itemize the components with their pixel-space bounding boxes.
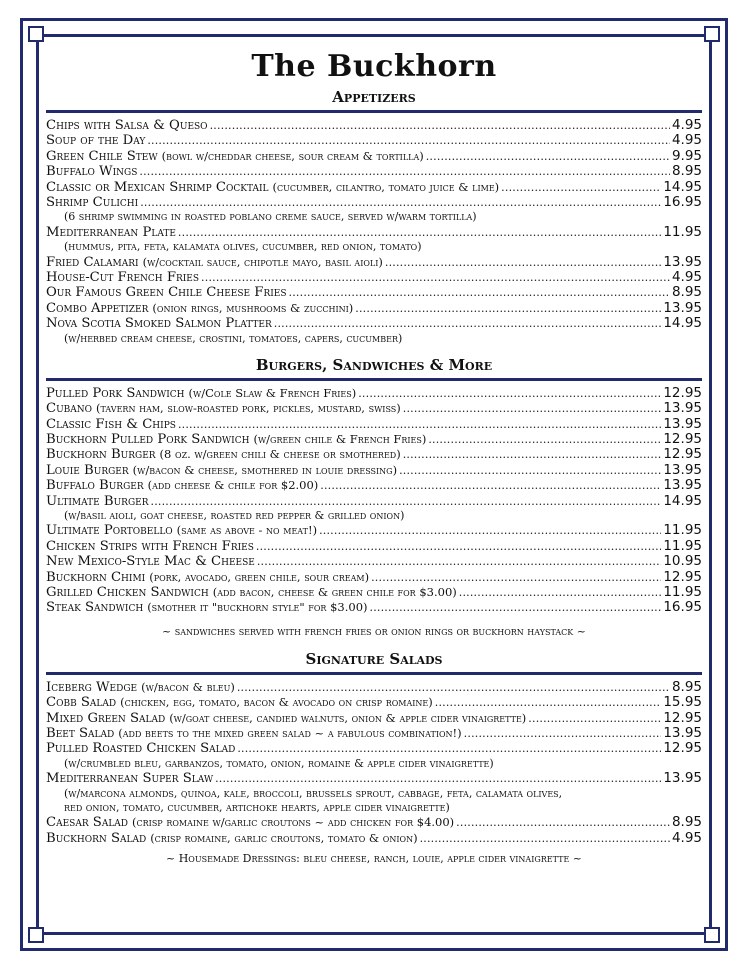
menu-item-details: (w/crumbled bleu, garbanzos, tomato, onion, romaine & apple cider vinaigrette) (64, 756, 494, 770)
menu-item (46, 771, 702, 786)
corner-ornament-top-right (704, 26, 720, 42)
menu-item-name: Pulled Pork Sandwich (46, 385, 185, 401)
menu-item (46, 255, 702, 270)
menu-item-price: 12.95 (663, 740, 702, 757)
dot-leader (215, 771, 661, 786)
menu-item-price: 11.95 (663, 537, 702, 554)
menu-item-description: (onion rings, mushrooms & zucchini) (152, 300, 354, 315)
dot-leader (370, 600, 662, 615)
menu-item (46, 726, 702, 741)
menu-item (46, 133, 702, 148)
menu-item (46, 831, 702, 846)
menu-item (46, 301, 702, 316)
burgers-list (46, 386, 702, 616)
menu-item-price: 4.95 (671, 132, 702, 149)
menu-item-price: 4.95 (671, 829, 702, 846)
menu-item-price: 14.95 (663, 178, 702, 195)
menu-item-description: (chicken, egg, tomato, bacon & avocado on crisp romaine) (120, 695, 433, 710)
menu-item-description: (bowl w/cheddar cheese, sour cream & tortilla) (161, 148, 424, 163)
menu-item (46, 118, 702, 133)
dot-leader (274, 316, 662, 331)
menu-item-description: (w/green chile & French Fries) (253, 432, 427, 447)
section-divider (46, 110, 702, 113)
dot-leader (403, 447, 662, 462)
menu-item-name: Combo Appetizer (46, 300, 149, 316)
menu-item-description: (tavern ham, slow-roasted pork, pickles, mustard, swiss) (96, 401, 401, 416)
menu-item (46, 585, 702, 600)
dot-leader (420, 831, 670, 846)
menu-item-description: (w/bacon & bleu) (141, 679, 235, 694)
dot-leader (289, 285, 670, 300)
menu-item-name: Our Famous Green Chile Cheese Fries (46, 285, 287, 301)
menu-item-details: (w/marcona almonds, quinoa, kale, broccoli, brussels sprout, cabbage, feta, calamata olives, (64, 786, 563, 800)
menu-item-name: Mediterranean Super Slaw (46, 771, 214, 787)
menu-item-price: 8.95 (671, 678, 702, 695)
salads-list (46, 680, 702, 846)
appetizers-heading: Appetizers (332, 88, 416, 106)
dot-leader (426, 149, 670, 164)
menu-item-price: 11.95 (663, 223, 702, 240)
menu-item-price: 13.95 (663, 724, 702, 741)
dot-leader (371, 570, 661, 585)
menu-item (46, 523, 702, 538)
dot-leader (501, 180, 661, 195)
menu-item-name: Steak Sandwich (46, 600, 144, 616)
menu-item-name: Cubano (46, 401, 93, 417)
menu-item-description: (w/cocktail sauce, chipotle mayo, basil aioli) (142, 254, 383, 269)
menu-item-price: 12.95 (663, 431, 702, 448)
menu-item-name: Classic or Mexican Shrimp Cocktail (46, 179, 269, 195)
menu-item-description: (add cheese & chile for $2.00) (147, 478, 319, 493)
menu-item-description: (crisp romaine, garlic croutons, tomato & onion) (150, 830, 418, 845)
menu-item (46, 554, 702, 569)
corner-ornament-top-left (28, 26, 44, 42)
dot-leader (355, 301, 661, 316)
menu-item-price: 10.95 (663, 553, 702, 570)
menu-content (46, 40, 702, 875)
corner-ornament-bottom-left (28, 927, 44, 943)
dot-leader (237, 741, 661, 756)
dot-leader (428, 432, 661, 447)
menu-item (46, 447, 702, 462)
menu-item-price: 12.95 (663, 446, 702, 463)
menu-item (46, 463, 702, 478)
dot-leader (435, 695, 662, 710)
menu-item-name: Buckhorn Pulled Pork Sandwich (46, 432, 250, 448)
menu-item-price: 13.95 (663, 477, 702, 494)
menu-item (46, 695, 702, 710)
menu-item-price: 13.95 (663, 415, 702, 432)
dot-leader (151, 494, 662, 509)
menu-item-details: (hummus, pita, feta, kalamata olives, cucumber, red onion, tomato) (64, 240, 422, 254)
menu-item-name: Buckhorn Burger (46, 447, 156, 463)
menu-item (46, 270, 702, 285)
menu-item-description: (crisp romaine w/garlic croutons ~ add chicken for $4.00) (132, 815, 455, 830)
menu-item-price: 12.95 (663, 568, 702, 585)
menu-item-price: 12.95 (663, 384, 702, 401)
menu-title: The Buckhorn (251, 49, 497, 84)
menu-item-price: 11.95 (663, 584, 702, 600)
menu-item (46, 180, 702, 195)
dot-leader (399, 463, 661, 478)
menu-item-price: 12.95 (663, 709, 702, 726)
menu-item (46, 494, 702, 509)
menu-item-name: House-Cut French Fries (46, 269, 200, 285)
dot-leader (319, 523, 661, 538)
dot-leader (257, 554, 661, 569)
menu-item-name: Beet Salad (46, 725, 115, 741)
menu-item (46, 570, 702, 585)
corner-ornament-bottom-right (704, 927, 720, 943)
dot-leader (140, 195, 661, 210)
menu-item (46, 285, 702, 300)
dressings-note: ~ Housemade Dressings: bleu cheese, ranch, louie, apple cider vinaigrette ~ (166, 852, 582, 866)
menu-item-name: Iceberg Wedge (46, 679, 138, 695)
menu-item (46, 149, 702, 164)
dot-leader (139, 164, 670, 179)
menu-item-name: Grilled Chicken Sandwich (46, 585, 209, 600)
menu-item-price: 16.95 (663, 193, 702, 210)
menu-item-description: (add beets to the mixed green salad ~ a fabulous combination!) (118, 725, 462, 740)
menu-item (46, 478, 702, 493)
menu-item-description: (w/Cole Slaw & French Fries) (188, 385, 357, 400)
menu-item-name: Louie Burger (46, 462, 129, 478)
menu-item-price: 13.95 (663, 253, 702, 270)
menu-item-price: 14.95 (663, 492, 702, 509)
menu-item-name: Fried Calamari (46, 254, 139, 270)
menu-item-description: (w/bacon & cheese, smothered in louie dressing) (132, 462, 398, 477)
menu-item (46, 539, 702, 554)
menu-item-description: (pork, avocado, green chile, sour cream) (149, 569, 370, 584)
menu-item (46, 386, 702, 401)
menu-item-name: Buffalo Wings (46, 164, 138, 180)
sandwich-note: ~ sandwiches served with french fries or onion rings or buckhorn haystack ~ (162, 624, 586, 638)
menu-item-description: (w/goat cheese, candied walnuts, onion & apple cider vinaigrette) (169, 710, 527, 725)
salads-heading: Signature Salads (305, 649, 443, 668)
menu-item-details: (w/basil aioli, goat cheese, roasted red pepper & grilled onion) (64, 509, 405, 523)
menu-item (46, 401, 702, 416)
dot-leader (320, 478, 661, 493)
menu-item-price: 4.95 (671, 268, 702, 285)
menu-item-name: New Mexico-Style Mac & Cheese (46, 554, 255, 570)
menu-item-price: 13.95 (663, 461, 702, 478)
menu-item (46, 815, 702, 830)
menu-item-price: 15.95 (663, 694, 702, 711)
menu-item-name: Chicken Strips with French Fries (46, 538, 254, 554)
menu-item-name: Buckhorn Chimi (46, 569, 146, 585)
menu-item-name: Green Chile Stew (46, 148, 158, 164)
menu-item-name: Ultimate Portobello (46, 523, 173, 539)
menu-item-price: 8.95 (671, 163, 702, 180)
section-divider (46, 672, 702, 675)
menu-item-price: 4.95 (671, 117, 702, 133)
menu-item-price: 13.95 (663, 400, 702, 417)
dot-leader (178, 225, 661, 240)
dot-leader (178, 417, 661, 432)
appetizers-list (46, 118, 702, 346)
menu-item-description: (8 oz. w/green chili & cheese or smothered) (159, 447, 401, 462)
menu-item (46, 316, 702, 331)
menu-item-price: 13.95 (663, 770, 702, 787)
menu-item-name: Mixed Green Salad (46, 710, 166, 726)
menu-item (46, 741, 702, 756)
menu-item-name: Classic Fish & Chips (46, 416, 176, 432)
menu-item-name: Nova Scotia Smoked Salmon Platter (46, 316, 272, 332)
menu-item-details: (6 shrimp swimming in roasted poblano creme sauce, served w/warm tortilla) (64, 210, 477, 224)
dot-leader (456, 815, 670, 830)
menu-item (46, 711, 702, 726)
menu-item-price: 16.95 (663, 599, 702, 616)
dot-leader (385, 255, 661, 270)
menu-item (46, 195, 702, 210)
dot-leader (147, 133, 670, 148)
menu-item-price: 8.95 (671, 284, 702, 301)
dot-leader (459, 585, 662, 600)
menu-item (46, 164, 702, 179)
menu-item (46, 225, 702, 240)
menu-item-name: Buckhorn Salad (46, 830, 147, 846)
dot-leader (464, 726, 662, 741)
menu-item-name: Chips with Salsa & Queso (46, 118, 208, 133)
dot-leader (528, 711, 661, 726)
menu-item-details: (w/herbed cream cheese, crostini, tomatoes, capers, cucumber) (64, 331, 403, 345)
menu-item-name: Buffalo Burger (46, 478, 144, 494)
menu-item-name: Soup of the Day (46, 133, 146, 149)
menu-item-description: (smother it "buckhorn style" for $3.00) (147, 600, 368, 615)
menu-item-price: 13.95 (663, 299, 702, 316)
menu-item-name: Cobb Salad (46, 695, 117, 711)
dot-leader (237, 680, 670, 695)
menu-item-description: (add bacon, cheese & green chile for $3.00) (212, 585, 457, 599)
menu-item-name: Caesar Salad (46, 815, 129, 831)
dot-leader (403, 401, 662, 416)
menu-item-price: 11.95 (663, 522, 702, 539)
dot-leader (256, 539, 661, 554)
menu-item (46, 680, 702, 695)
menu-item-name: Mediterranean Plate (46, 224, 176, 240)
dot-leader (201, 270, 670, 285)
section-divider (46, 378, 702, 381)
menu-item-price: 9.95 (671, 147, 702, 164)
menu-item-name: Shrimp Culichi (46, 194, 139, 210)
burgers-heading: Burgers, Sandwiches & More (255, 355, 493, 374)
menu-item (46, 432, 702, 447)
menu-item-details: red onion, tomato, cucumber, artichoke hearts, apple cider vinaigrette) (64, 800, 450, 814)
menu-item-price: 8.95 (671, 814, 702, 831)
menu-item (46, 600, 702, 615)
menu-item-price: 14.95 (663, 315, 702, 332)
menu-item-name: Ultimate Burger (46, 493, 149, 509)
menu-item-description: (cucumber, cilantro, tomato juice & lime) (272, 179, 500, 194)
dot-leader (358, 386, 661, 401)
dot-leader (210, 118, 670, 133)
menu-item-description: (same as above - no meat!) (176, 523, 318, 538)
menu-item-name: Pulled Roasted Chicken Salad (46, 741, 236, 757)
menu-item (46, 417, 702, 432)
